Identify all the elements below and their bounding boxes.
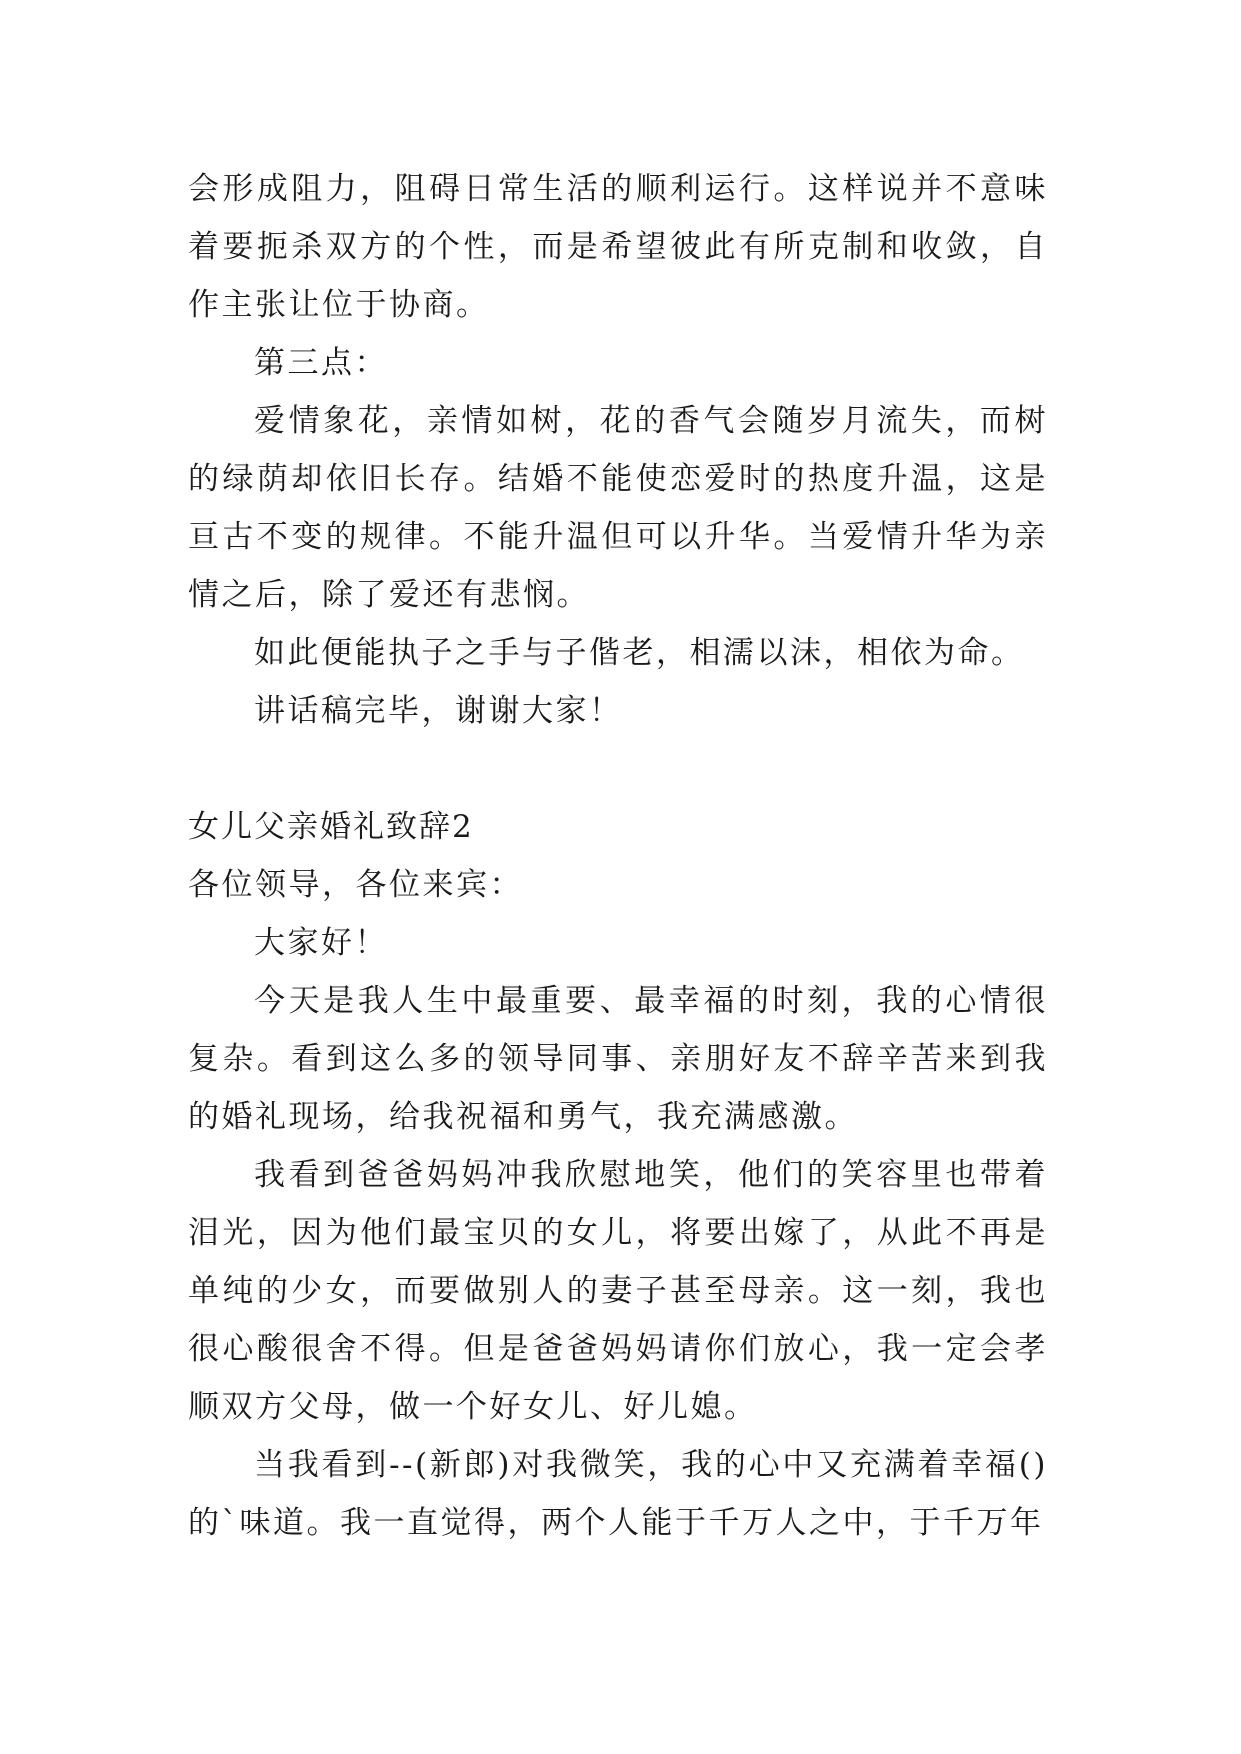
paragraph: 爱情象花，亲情如树，花的香气会随岁月流失，而树的绿荫却依旧长存。结婚不能使恋爱时的热度升温，这是亘古不变的规律。不能升温但可以升华。当爱情升华为亲情之后，除了爱还有悲悯。 — [188, 403, 1048, 613]
greeting: 大家好！ — [254, 925, 388, 961]
document-title: 女儿父亲婚礼致辞2 — [188, 809, 474, 845]
document-body — [188, 160, 1048, 1552]
paragraph: 会形成阻力，阻碍日常生活的顺利运行。这样说并不意味着要扼杀双方的个性，而是希望彼此有所克制和收敛，自作主张让位于协商。 — [188, 171, 1048, 323]
section-heading: 第三点： — [254, 345, 388, 381]
paragraph: 今天是我人生中最重要、最幸福的时刻，我的心情很复杂。看到这么多的领导同事、亲朋好友不辞辛苦来到我的婚礼现场，给我祝福和勇气，我充满感激。 — [188, 983, 1048, 1135]
paragraph: 当我看到--(新郎)对我微笑，我的心中又充满着幸福()的`味道。我一直觉得，两个人能于千万人之中，于千万年 — [188, 1447, 1048, 1541]
paragraph: 讲话稿完毕，谢谢大家！ — [254, 693, 623, 729]
salutation: 各位领导，各位来宾： — [188, 867, 523, 903]
paragraph: 如此便能执子之手与子偕老，相濡以沫，相依为命。 — [254, 635, 1025, 671]
paragraph: 我看到爸爸妈妈冲我欣慰地笑，他们的笑容里也带着泪光，因为他们最宝贝的女儿，将要出嫁了，从此不再是单纯的少女，而要做别人的妻子甚至母亲。这一刻，我也很心酸很舍不得。但是爸爸妈妈请你们放心，我一定会孝顺双方父母，做一个好女儿、好儿媳。 — [188, 1157, 1048, 1425]
